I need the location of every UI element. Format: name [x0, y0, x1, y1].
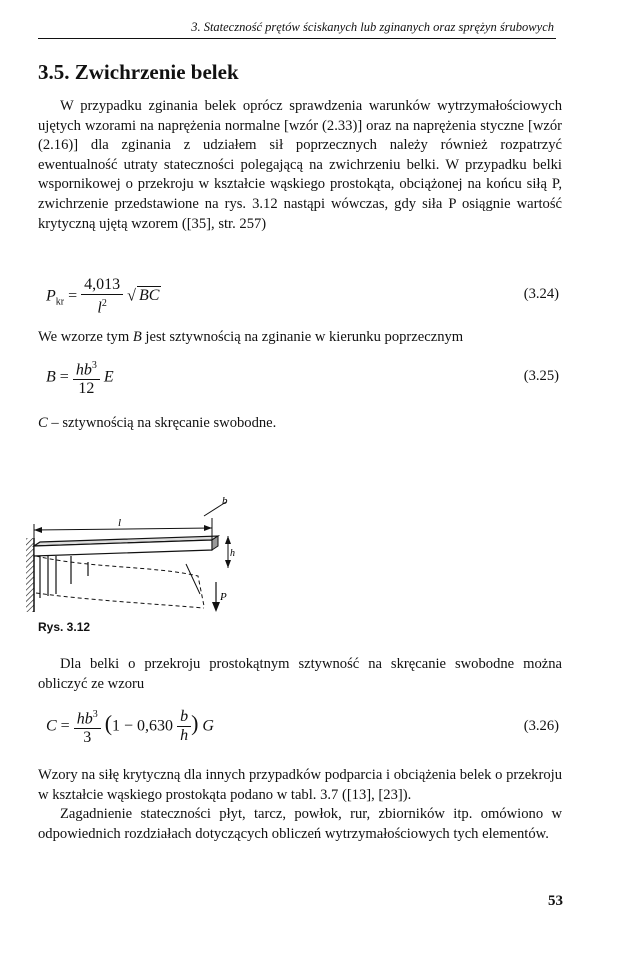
- eq326-lhs: C: [46, 717, 57, 735]
- paragraph-plates-shells: Zagadnienie stateczności płyt, tarcz, powłok, rur, zbiorników itp. omówiono w odpowiednich rozdziałach dotyczących obliczeń wytrzymałościowych tych elementów.: [38, 806, 562, 842]
- eq325-equals: =: [59, 368, 69, 386]
- eq325-denominator: 12: [78, 380, 95, 398]
- equation-3-24: [46, 276, 161, 317]
- figure-3-12: [26, 488, 246, 623]
- equation-number-3-25: (3.25): [523, 368, 559, 384]
- paragraph-torsion-intro: Dla belki o przekroju prostokątnym sztywność na skręcanie swobodne można obliczyć ze wzoru: [38, 656, 562, 692]
- eq326-one-minus: 1 − 0,630: [112, 717, 174, 735]
- eq326-paren-open: (: [104, 710, 113, 736]
- eq324-radicand: BC: [138, 287, 160, 305]
- eq326-numerator: $hb^3$: [74, 706, 101, 729]
- equation-number-3-26: (3.26): [523, 718, 559, 734]
- eq325-fraction: [73, 357, 100, 398]
- running-header: [38, 16, 556, 39]
- paragraph-stiffness-b: We wzorze tym B jest sztywnością na zginanie w kierunku poprzecznym: [38, 329, 464, 345]
- eq326-paren-close: ): [191, 710, 199, 736]
- eq324-lhs-sub: kr: [55, 296, 65, 308]
- wall-support: [26, 538, 34, 612]
- equation-number-3-24: (3.24): [523, 286, 559, 302]
- load-label: P: [220, 591, 227, 603]
- eq325-lhs: B: [46, 368, 56, 386]
- eq325-factor: E: [103, 368, 114, 386]
- eq326-inner-num: b: [177, 708, 191, 727]
- eq326-inner-fraction: [177, 708, 191, 745]
- eq326-factor: G: [202, 717, 214, 735]
- eq324-fraction: [81, 276, 123, 317]
- buckled-shape-upper: [36, 556, 204, 606]
- section-heading: [38, 60, 239, 85]
- height-label: h: [230, 548, 235, 559]
- eq326-equals: =: [60, 717, 70, 735]
- figure-caption: Rys. 3.12: [38, 620, 91, 634]
- eq324-lhs: P: [46, 287, 56, 305]
- paragraph-other-cases: Wzory na siłę krytyczną dla innych przypadków podparcia i obciążenia belek o przekroju w kształcie wąskiego prostokąta podano w tabl. 3.7 ([13], [23]).: [38, 767, 562, 803]
- beam-diagram: [26, 488, 246, 623]
- section-title: Zwichrzenie belek: [74, 60, 239, 84]
- width-label: b: [222, 495, 228, 507]
- buckled-shape-lower: [36, 593, 204, 608]
- section-number: 3.5.: [38, 60, 70, 84]
- length-dimension-line: [34, 528, 212, 530]
- paragraph-stiffness-c: C – sztywnością na skręcanie swobodne.: [38, 415, 277, 431]
- eq324-denominator: $l^2$: [97, 298, 107, 317]
- page-number: 53: [548, 893, 563, 909]
- eq324-numerator: 4,013: [81, 276, 123, 295]
- eq325-numerator: $hb^3$: [73, 357, 100, 380]
- sqrt-symbol: √: [127, 287, 136, 305]
- eq326-fraction: [74, 706, 101, 747]
- equation-3-26: [46, 706, 214, 747]
- length-label: l: [118, 517, 122, 529]
- eq326-inner-den: h: [180, 727, 189, 745]
- running-title: 3. Stateczność prętów ściskanych lub zginanych oraz sprężyn śrubowych: [191, 20, 554, 34]
- eq326-denominator: 3: [83, 729, 92, 747]
- paragraph-intro: W przypadku zginania belek oprócz sprawdzenia warunków wytrzymałościowych ujętych wzorami na naprężenia normalne [wzór (2.33)] oraz na naprężenia styczne [wzór (2.16)] dla zginania z udziałem sił poprzecznych należy również rozpatrzyć ewentualność utraty stateczności polegającą na zwichrzeniu belki. W przypadku belki wspornikowej o przekroju w kształcie wąskiego prostokąta, obciążonej na końcu siłą P, zwichrzenie przedstawione na rys. 3.12 nastąpi wówczas, gdy siła P osiągnie wartość krytyczną ujętą wzorem ([35], str. 257): [38, 98, 562, 232]
- equation-3-25: [46, 357, 114, 398]
- eq324-equals: =: [68, 287, 78, 305]
